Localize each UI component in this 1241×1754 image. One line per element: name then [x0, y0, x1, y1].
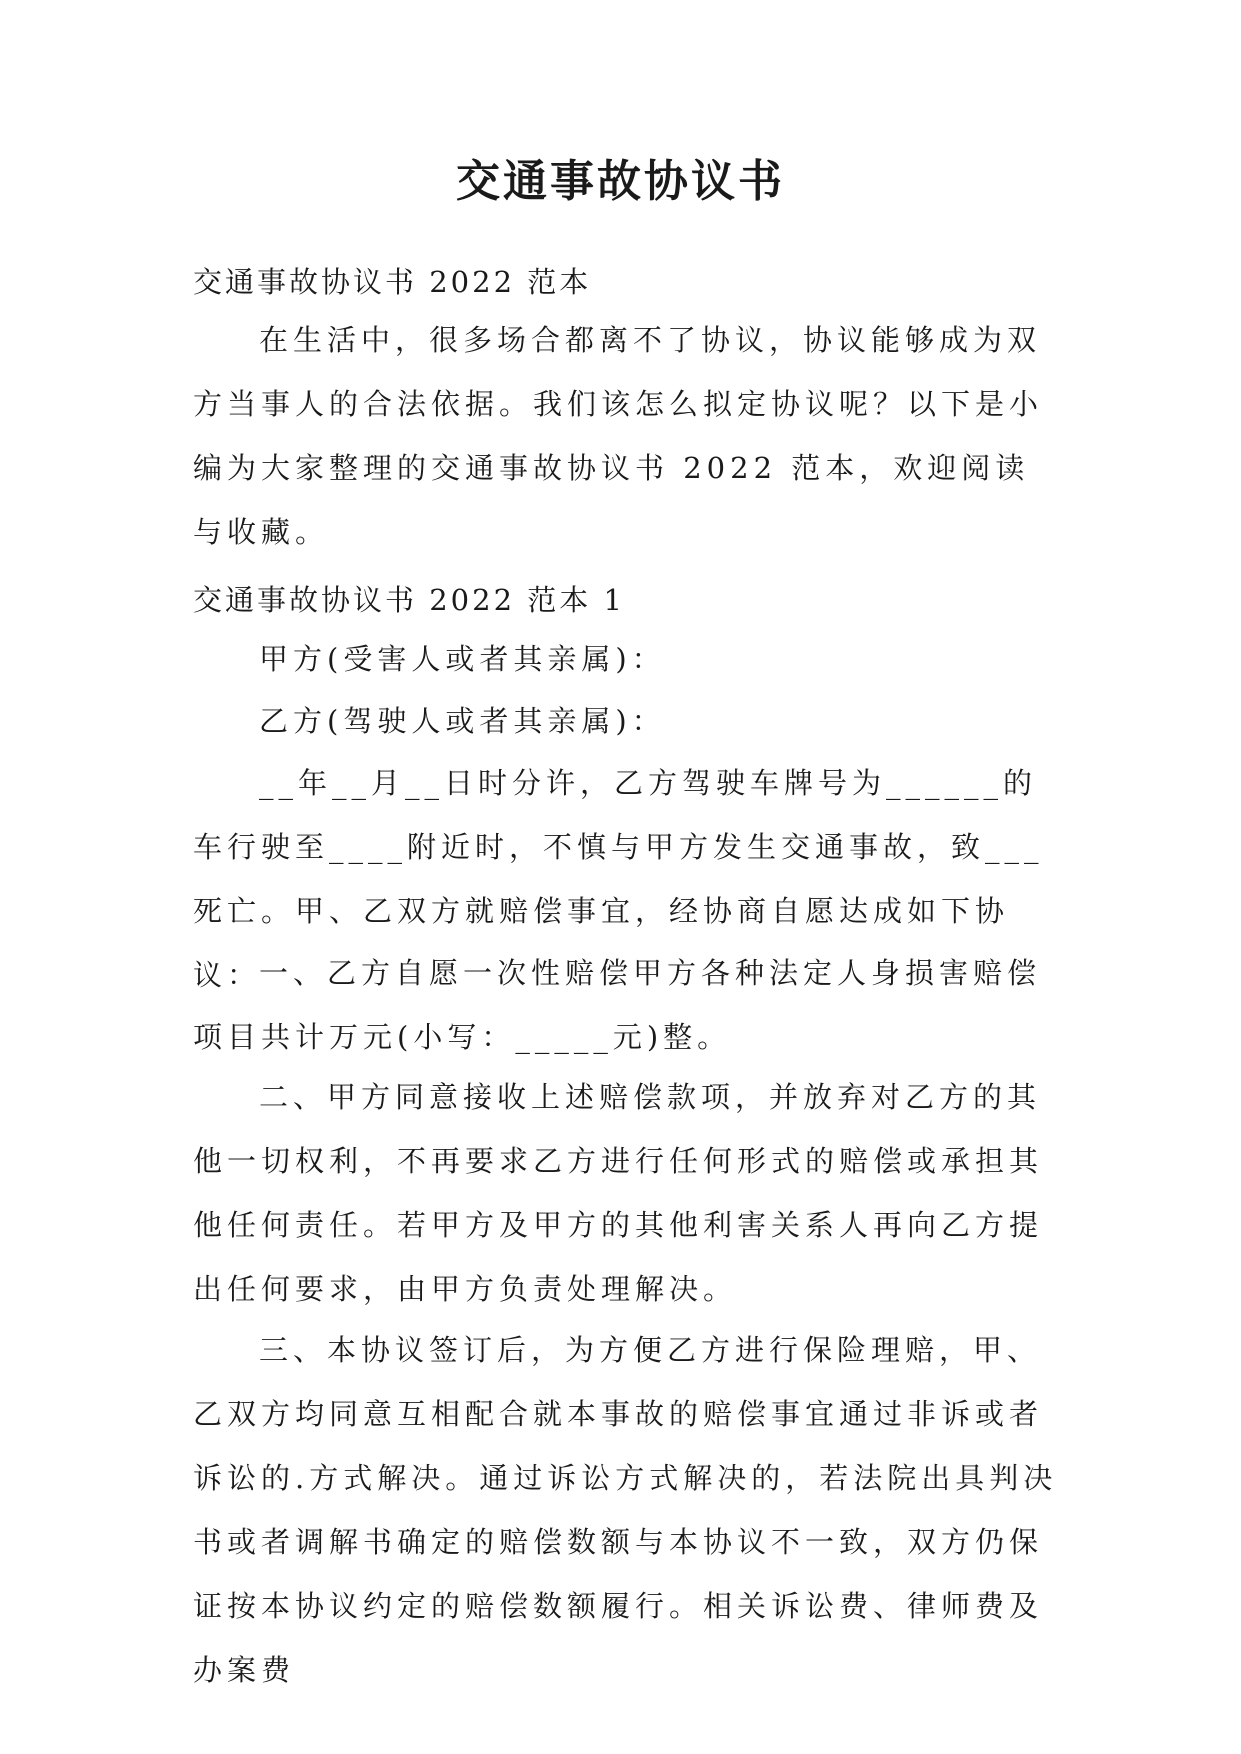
facts-paragraph: __年__月__日时分许，乙方驾驶车牌号为______的车行驶至____附近时，不慎与甲方发生交通事故，致___死亡。甲、乙双方就赔偿事宜，经协商自愿达成如下协议： [193, 766, 1044, 992]
clause-three: 三、本协议签订后，为方便乙方进行保险理赔，甲、乙双方均同意互相配合就本事故的赔偿事宜通过非诉或者诉讼的.方式解决。通过诉讼方式解决的，若法院出具判决书或者调解书确定的赔偿数额与本协议不一致，双方仍保证按本协议约定的赔偿数额履行。相关诉讼费、律师费及办案费 [193, 1333, 1058, 1687]
clause-one: 一、乙方自愿一次性赔偿甲方各种法定人身损害赔偿项目共计万元(小写：_____元)整。 [193, 956, 1042, 1054]
intro-paragraph: 在生活中，很多场合都离不了协议，协议能够成为双方当事人的合法依据。我们该怎么拟定协议呢？以下是小编为大家整理的交通事故协议书 2022 范本，欢迎阅读与收藏。 [193, 323, 1044, 549]
clause-two: 二、甲方同意接收上述赔偿款项，并放弃对乙方的其他一切权利，不再要求乙方进行任何形式的赔偿或承担其他任何责任。若甲方及甲方的其他利害关系人再向乙方提出任何要求，由甲方负责处理解决。 [193, 1080, 1044, 1306]
party-a-line: 甲方(受害人或者其亲属)： [259, 642, 666, 676]
party-b-line: 乙方(驾驶人或者其亲属)： [259, 704, 666, 738]
section-title: 交通事故协议书 2022 范本 1 [193, 583, 625, 617]
document-title: 交通事故协议书 [456, 156, 785, 207]
document-subtitle: 交通事故协议书 2022 范本 [193, 265, 592, 299]
